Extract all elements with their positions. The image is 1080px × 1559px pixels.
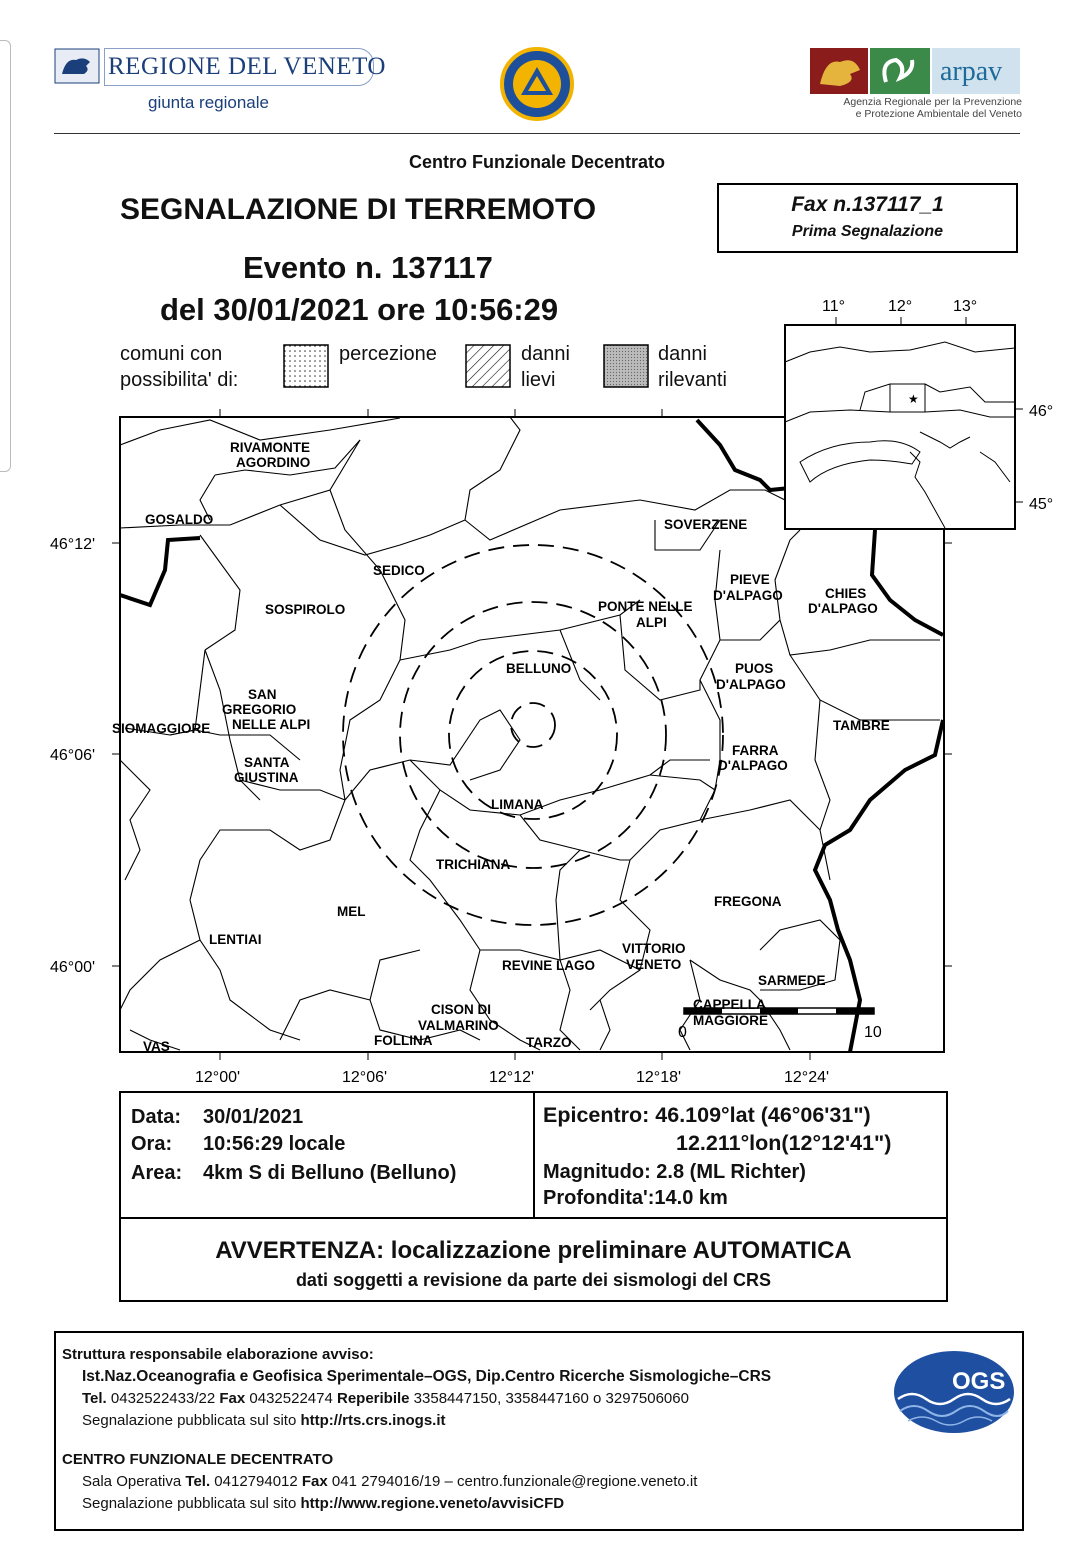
lon-label: 12°06' — [342, 1069, 388, 1086]
rep-value: 3358447150, 3358447160 o 3297506060 — [409, 1390, 689, 1407]
event-details — [119, 1091, 948, 1302]
arpav-line1: Agenzia Regionale per la Prevenzione — [843, 96, 1022, 108]
lon-label: 12°12' — [489, 1069, 535, 1086]
fax-number: Fax n.137117_1 — [791, 193, 944, 216]
pub-line-1 — [82, 1412, 446, 1429]
place-label: CHIES — [825, 586, 867, 601]
place-label: AGORDINO — [236, 455, 311, 470]
resp-org: Ist.Naz.Oceanografia e Geofisica Sperimentale–OGS, Dip.Centro Ricerche Sismologiche–CRS — [82, 1368, 772, 1385]
place-label: NELLE ALPI — [232, 717, 311, 732]
protezione-civile-logo — [500, 47, 574, 121]
place-label: PIEVE — [730, 572, 770, 587]
place-label: D'ALPAGO — [718, 758, 788, 773]
place-label: FREGONA — [714, 894, 782, 909]
place-label: GOSALDO — [145, 512, 214, 527]
lion-icon — [54, 48, 100, 84]
footer-box — [54, 1331, 1024, 1531]
region-title: REGIONE DEL VENETO — [108, 53, 386, 80]
scale-label-start: 0 — [678, 1024, 687, 1041]
sala-tel-label: Tel. — [185, 1473, 211, 1490]
sala-fax-label: Fax — [301, 1473, 328, 1490]
depth: Profondita':14.0 km — [543, 1187, 728, 1209]
center-name: Centro Funzionale Decentrato — [408, 152, 666, 172]
lat-label: 46°00' — [50, 959, 96, 976]
rep-label: Reperibile — [336, 1390, 410, 1407]
event-datetime: del 30/01/2021 ore 10:56:29 — [160, 292, 559, 327]
pub2-url[interactable]: http://www.regione.veneto/avvisiCFD — [300, 1495, 565, 1512]
place-label: SIOMAGGIORE — [112, 721, 211, 736]
warning-subtitle: dati soggetti a revisione da parte dei sismologi del CRS — [295, 1270, 772, 1290]
place-label: TRICHIANA — [436, 857, 511, 872]
swatch-relevant-damage — [603, 344, 651, 390]
swatch-perception — [283, 344, 331, 390]
details-divider — [533, 1093, 535, 1217]
legend-light-damage — [521, 341, 570, 393]
pub1-text: Segnalazione pubblicata sul sito — [82, 1412, 301, 1429]
resp-contacts — [82, 1390, 689, 1407]
place-label: D'ALPAGO — [716, 677, 786, 692]
legend-intro-line1: comuni con — [120, 343, 223, 365]
details-divider — [121, 1217, 946, 1219]
place-label: RIVAMONTE — [230, 440, 310, 455]
area-value: 4km S di Belluno (Belluno) — [203, 1162, 457, 1184]
place-label: VENETO — [626, 957, 682, 972]
place-label: VALMARINO — [418, 1018, 499, 1033]
tel-label: Tel. — [82, 1390, 107, 1407]
inset-lon-label: 11° — [822, 298, 846, 315]
legend-light-damage-line1: danni — [521, 343, 570, 365]
place-label: CISON DI — [431, 1002, 492, 1017]
region-subtitle: giunta regionale — [148, 93, 269, 112]
place-label: SEDICO — [373, 563, 425, 578]
page-title: SEGNALAZIONE DI TERREMOTO — [120, 193, 597, 226]
header-divider — [54, 133, 1020, 134]
ogs-logo-text: OGS — [952, 1368, 1006, 1395]
place-label: SARMEDE — [758, 973, 826, 988]
legend-relevant-damage-line1: danni — [658, 343, 707, 365]
place-label: PUOS — [735, 661, 774, 676]
data-value: 30/01/2021 — [203, 1106, 304, 1128]
legend-intro-line2: possibilita' di: — [120, 369, 239, 391]
place-label: SAN — [248, 687, 277, 702]
lat-label: 46°12' — [50, 536, 96, 553]
ogs-logo — [892, 1349, 1016, 1435]
arpav-line2: e Protezione Ambientale del Veneto — [855, 108, 1022, 120]
ora-label: Ora: — [131, 1133, 173, 1155]
pub1-url[interactable]: http://rts.crs.inogs.it — [300, 1412, 446, 1429]
inset-lat-label: 46° — [1029, 403, 1054, 420]
inset-lon-label: 12° — [888, 298, 913, 315]
place-label: PONTE NELLE — [598, 599, 693, 614]
lat-label: 46°06' — [50, 747, 96, 764]
place-label: GIUSTINA — [234, 770, 299, 785]
warning-title: AVVERTENZA: localizzazione preliminare AUTOMATICA — [215, 1237, 852, 1264]
place-label: D'ALPAGO — [808, 601, 878, 616]
pub2-text: Segnalazione pubblicata sul sito — [82, 1495, 301, 1512]
scale-label-end: 10 — [864, 1024, 882, 1041]
sala-text: Sala Operativa — [82, 1473, 186, 1490]
place-label: BELLUNO — [506, 661, 572, 676]
pub-line-2 — [82, 1495, 564, 1512]
ora-value: 10:56:29 locale — [203, 1133, 346, 1155]
swatch-light-damage — [465, 344, 513, 390]
epicenter-star-icon: ★ — [908, 392, 919, 406]
place-label: MEL — [337, 904, 366, 919]
place-label: D'ALPAGO — [713, 588, 783, 603]
sala-tel-value: 0412794012 — [210, 1473, 302, 1490]
magnitude: Magnitudo: 2.8 (ML Richter) — [543, 1161, 806, 1183]
inset-lon-label: 13° — [953, 298, 978, 315]
place-label: FARRA — [732, 743, 779, 758]
place-label: TARZO — [526, 1035, 572, 1050]
place-label: LIMANA — [491, 797, 544, 812]
sala-fax-value: 041 2794016/19 – centro.funzionale@regione.veneto.it — [327, 1473, 698, 1490]
lon-label: 12°18' — [636, 1069, 682, 1086]
place-label: CAPPELLA — [693, 997, 766, 1012]
fax-label: Fax — [219, 1390, 246, 1407]
place-label: REVINE LAGO — [502, 958, 596, 973]
place-label: VAS — [143, 1039, 170, 1054]
sala-contacts — [82, 1473, 697, 1490]
event-number: Evento n. 137117 — [243, 250, 493, 285]
legend-relevant-damage-line2: rilevanti — [658, 369, 727, 391]
fax-value: 0432522474 — [245, 1390, 337, 1407]
place-label: GREGORIO — [222, 702, 297, 717]
tel-value: 0432522433/22 — [106, 1390, 220, 1407]
place-label: LENTIAI — [209, 932, 262, 947]
fax-box — [717, 183, 1018, 253]
legend-light-damage-line2: lievi — [521, 369, 556, 391]
arpav-name: arpav — [940, 56, 1003, 87]
inset-map — [770, 292, 1070, 542]
lon-label: 12°00' — [195, 1069, 241, 1086]
legend-intro — [120, 341, 238, 393]
epicenter-lat: Epicentro: 46.109°lat (46°06'31") — [543, 1103, 871, 1127]
legend-perception: percezione — [339, 343, 437, 365]
place-label: TAMBRE — [833, 718, 890, 733]
place-label: VITTORIO — [622, 941, 686, 956]
inset-lat-label: 45° — [1029, 496, 1054, 513]
place-label: ALPI — [636, 615, 667, 630]
place-label: MAGGIORE — [693, 1013, 769, 1028]
place-label: SOVERZENE — [664, 517, 748, 532]
place-label: FOLLINA — [374, 1033, 433, 1048]
arpav-subtitle — [810, 96, 1022, 120]
lon-label: 12°24' — [784, 1069, 830, 1086]
data-label: Data: — [131, 1106, 182, 1128]
area-label: Area: — [131, 1162, 183, 1184]
cfd-heading: CENTRO FUNZIONALE DECENTRATO — [62, 1451, 334, 1468]
place-label: SOSPIROLO — [265, 602, 346, 617]
legend-relevant-damage — [658, 341, 727, 393]
epicenter-lon: 12.211°lon(12°12'41") — [676, 1131, 892, 1155]
fax-status: Prima Segnalazione — [791, 223, 944, 240]
place-label: SANTA — [244, 755, 290, 770]
resp-heading: Struttura responsabile elaborazione avviso: — [62, 1346, 374, 1363]
